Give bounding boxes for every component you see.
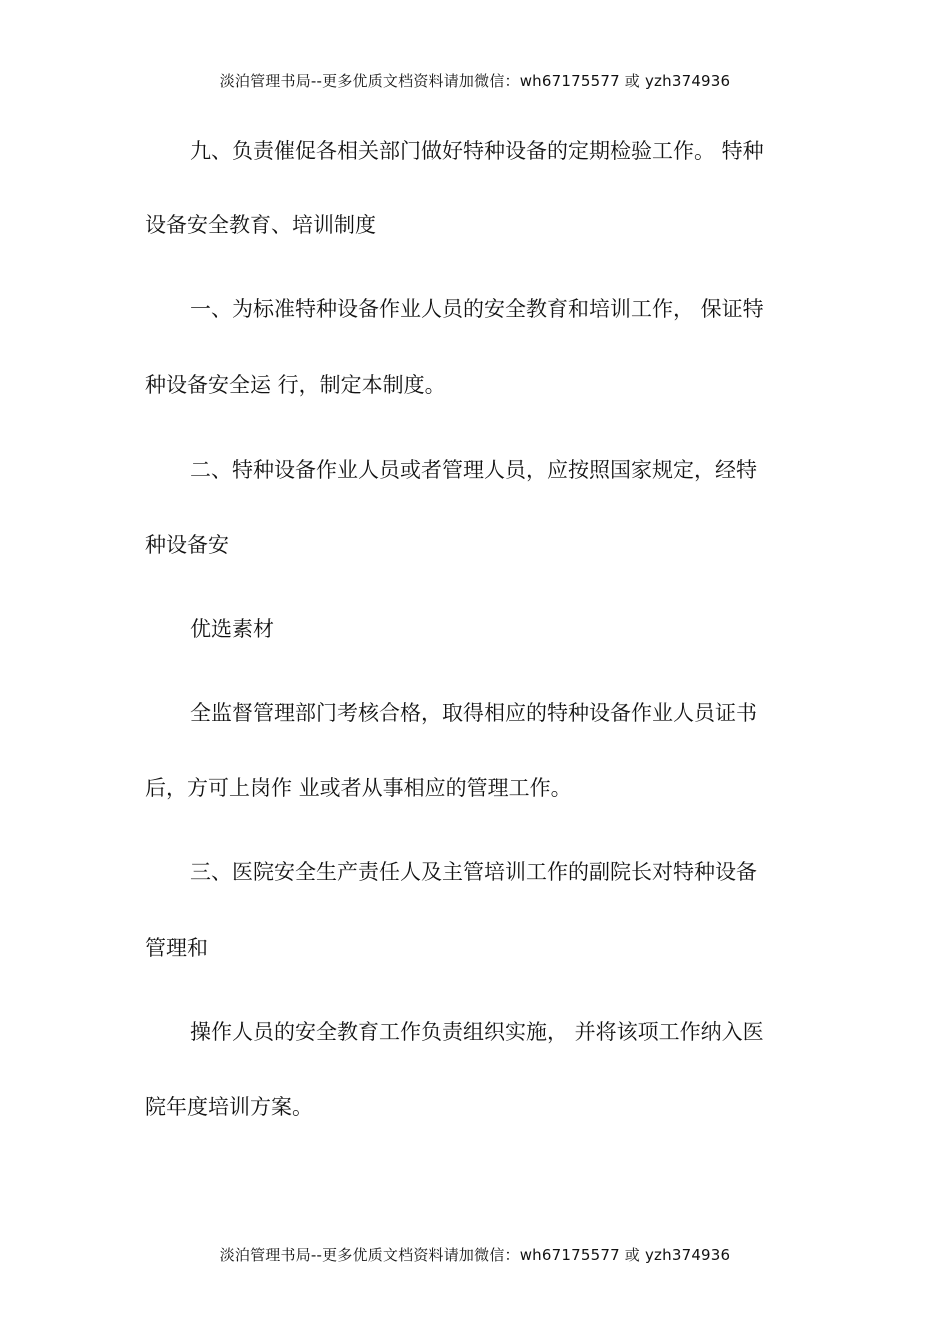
page-header: 淡泊管理书局--更多优质文档资料请加微信：wh67175577 或 yzh374936	[219, 72, 731, 90]
paragraph-line: 后，方可上岗作 业或者从事相应的管理工作。	[145, 776, 572, 800]
paragraph-line: 一、为标准特种设备作业人员的安全教育和培训工作， 保证特	[190, 297, 764, 321]
paragraph-line: 九、负责催促各相关部门做好特种设备的定期检验工作。 特种	[190, 139, 764, 163]
paragraph-line: 种设备安全运 行，制定本制度。	[145, 373, 446, 397]
paragraph-line: 院年度培训方案。	[145, 1095, 313, 1119]
paragraph-line: 优选素材	[190, 617, 274, 641]
paragraph-line: 操作人员的安全教育工作负责组织实施， 并将该项工作纳入医	[190, 1020, 764, 1044]
paragraph-line: 种设备安	[145, 533, 229, 557]
page-footer: 淡泊管理书局--更多优质文档资料请加微信：wh67175577 或 yzh374936	[219, 1246, 731, 1264]
paragraph-line: 设备安全教育、培训制度	[145, 213, 376, 237]
paragraph-line: 管理和	[145, 936, 208, 960]
paragraph-line: 二、特种设备作业人员或者管理人员，应按照国家规定，经特	[190, 458, 757, 482]
paragraph-line: 三、医院安全生产责任人及主管培训工作的副院长对特种设备	[190, 860, 757, 884]
paragraph-line: 全监督管理部门考核合格，取得相应的特种设备作业人员证书	[190, 701, 757, 725]
